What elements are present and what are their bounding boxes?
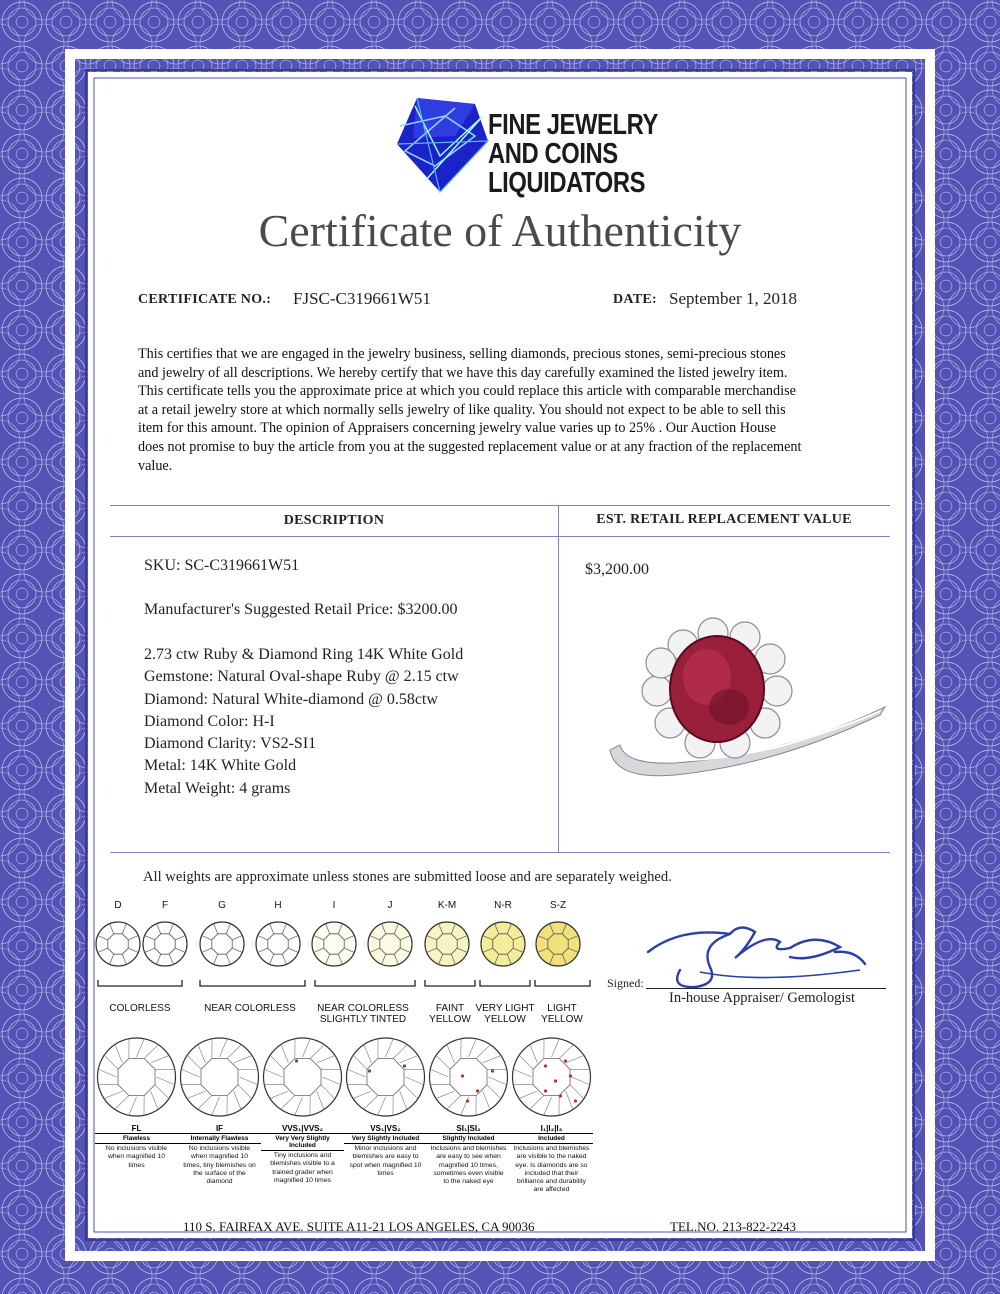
- color-group-bracket: [535, 980, 590, 986]
- clarity-desc-line: when magnified 10: [190, 1153, 249, 1161]
- intro-line: value.: [138, 457, 173, 474]
- date-value: September 1, 2018: [669, 289, 797, 308]
- clarity-name: Included: [510, 1133, 593, 1144]
- footer-phone: TEL.NO. 213-822-2243: [670, 1219, 797, 1234]
- clarity-name: Flawless: [95, 1133, 178, 1144]
- color-grade-label: J: [387, 900, 393, 911]
- clarity-grade: FL: [131, 1124, 142, 1133]
- clarity-desc-line: times: [128, 1161, 145, 1169]
- clarity-desc: [95, 1145, 178, 1170]
- clarity-stone: [347, 1038, 425, 1116]
- color-grade-label: N-R: [494, 900, 512, 911]
- clarity-name: Very Very Slightly Included: [261, 1133, 344, 1151]
- signed-label: Signed:: [607, 976, 644, 990]
- color-grade-label: I: [332, 900, 336, 911]
- clarity-column: [344, 1124, 427, 1178]
- msrp: Manufacturer's Suggested Retail Price: $3200.00: [144, 601, 458, 618]
- color-grade-stone: [425, 922, 469, 966]
- clarity-name: Very Slightly Included: [344, 1133, 427, 1144]
- certificate-no-label: CERTIFICATE NO.:: [138, 292, 272, 307]
- table-divider: [558, 505, 559, 853]
- intro-paragraph: [138, 345, 898, 475]
- sku: SKU: SC-C319661W51: [144, 557, 300, 574]
- clarity-grade: IF: [215, 1124, 224, 1133]
- color-group-bracket: [425, 980, 475, 986]
- color-group-line-2: SLIGHTLY TINTED: [319, 1014, 407, 1025]
- clarity-column: [261, 1124, 344, 1185]
- color-grade-stones: [90, 916, 600, 1016]
- clarity-grade-chart: [95, 1030, 593, 1220]
- clarity-column: [95, 1124, 178, 1170]
- clarity-desc-line: sometimes even visible: [433, 1169, 504, 1177]
- color-group-line-1: LIGHT: [547, 1003, 577, 1014]
- clarity-desc-line: eye. Is diamonds are so: [515, 1161, 588, 1169]
- description-header: DESCRIPTION: [283, 513, 385, 528]
- color-group-line-2: YELLOW: [484, 1014, 526, 1025]
- table-top-line: [110, 505, 890, 506]
- clarity-stone: [98, 1038, 176, 1116]
- color-group-line-2: YELLOW: [541, 1014, 583, 1025]
- clarity-desc-line: blemishes visible to a: [270, 1160, 335, 1168]
- clarity-desc-line: times: [377, 1169, 394, 1177]
- color-grade-stone: [481, 922, 525, 966]
- color-grade-stone: [312, 922, 356, 966]
- clarity-desc: [261, 1152, 344, 1185]
- clarity-desc-line: times, tiny blemishes on: [183, 1161, 256, 1169]
- detail-line: Metal Weight: 4 grams: [144, 779, 291, 797]
- weights-note: All weights are approximate unless stones are submitted loose and are separately weighed.: [143, 869, 672, 885]
- clarity-grade: VVS₁|VVS₂: [281, 1124, 324, 1133]
- clarity-desc-line: brilliance and durability: [516, 1178, 587, 1186]
- color-group-label: [85, 1003, 195, 1014]
- detail-line: Diamond Clarity: VS2-SI1: [144, 735, 317, 753]
- intro-line: does not promise to buy the article from you at the suggested replacement value or at any fraction of the replacement: [138, 438, 802, 455]
- clarity-grade: I₁|I₂|I₃: [540, 1124, 563, 1133]
- clarity-name: Slightly Included: [427, 1133, 510, 1144]
- logo-gem-icon: [395, 96, 490, 194]
- detail-line: Diamond Color: H-I: [144, 712, 275, 730]
- detail-line: Gemstone: Natural Oval-shape Ruby @ 2.15 ctw: [144, 668, 459, 686]
- intro-line: at a retail jewelry store at which normally sells jewelry of like quality. You should not expect to be able to sell this: [138, 401, 786, 418]
- clarity-desc-line: diamond: [206, 1178, 233, 1186]
- clarity-stone: [264, 1038, 342, 1116]
- footer-address: 110 S. FAIRFAX AVE. SUITE A11-21 LOS ANGELES, CA 90036: [183, 1219, 535, 1234]
- clarity-column: [510, 1124, 593, 1195]
- clarity-stones: [95, 1030, 593, 1126]
- intro-line: This certifies that we are engaged in the jewelry business, selling diamonds, precious stones, semi-precious stones: [138, 346, 786, 362]
- color-group-line-1: FAINT: [435, 1003, 465, 1014]
- clarity-desc-line: trained grader when: [272, 1168, 333, 1176]
- clarity-desc: [344, 1145, 427, 1178]
- table-bottom-line: [110, 852, 890, 853]
- certificate-no-value: FJSC-C319661W51: [293, 289, 431, 308]
- clarity-column: [427, 1124, 510, 1186]
- color-grade-label: G: [218, 900, 226, 911]
- color-grade-chart: [90, 896, 600, 1036]
- detail-line: Diamond: Natural White-diamond @ 0.58ctw: [144, 690, 438, 708]
- brand-line-1: FINE JEWELRY: [488, 109, 658, 141]
- color-grade-label: F: [161, 900, 169, 911]
- clarity-desc-line: magnified 10 times: [273, 1176, 332, 1184]
- clarity-desc-line: Inclusions and blemishes: [513, 1145, 590, 1152]
- clarity-desc-line: Tiny inclusions and: [273, 1152, 332, 1159]
- clarity-desc-line: included that their: [524, 1169, 579, 1177]
- color-group-bracket: [200, 980, 305, 986]
- clarity-grade: VS₁|VS₂: [370, 1124, 401, 1133]
- clarity-desc-line: when magnified 10: [107, 1153, 166, 1161]
- color-group-bracket: [315, 980, 415, 986]
- color-group-line-2: YELLOW: [429, 1014, 471, 1025]
- clarity-desc: [510, 1145, 593, 1195]
- clarity-desc-line: are visible to the naked: [516, 1153, 587, 1161]
- brand-line-2: AND COINS: [488, 138, 618, 170]
- color-group-line-1: VERY LIGHT: [475, 1003, 535, 1014]
- color-grade-stone: [96, 922, 140, 966]
- color-grade-label: D: [114, 900, 122, 911]
- intro-line: item for this amount. The opinion of Appraisers concerning jewelry value varies up to 25% . Our Auction House: [138, 420, 777, 437]
- color-grade-stone: [200, 922, 244, 966]
- clarity-desc-line: magnified 10 times,: [439, 1161, 498, 1169]
- color-grade-stone: [256, 922, 300, 966]
- table-header-line: [110, 536, 890, 537]
- clarity-desc-line: Inclusions and blemishes: [430, 1145, 507, 1152]
- date-label: DATE:: [613, 292, 658, 307]
- value-header: EST. RETAIL REPLACEMENT VALUE: [596, 512, 852, 527]
- clarity-desc-line: to the naked eye: [443, 1178, 494, 1186]
- clarity-desc: [178, 1145, 261, 1186]
- intro-line: and jewelry of all descriptions. We hereby certify that we have this day carefully examined the listed jewelry item.: [138, 364, 788, 381]
- detail-line: 2.73 ctw Ruby & Diamond Ring 14K White Gold: [144, 646, 464, 663]
- color-group-bracket: [480, 980, 530, 986]
- clarity-desc-line: are easy to see when: [436, 1153, 501, 1161]
- color-grade-label: K-M: [437, 900, 457, 911]
- appraiser-signature: [640, 912, 875, 992]
- clarity-desc-line: No inclusions visible: [105, 1145, 168, 1152]
- color-group-line-1: NEAR COLORLESS: [317, 1003, 409, 1014]
- clarity-column: [178, 1124, 261, 1186]
- color-grade-stone: [536, 922, 580, 966]
- clarity-desc: [427, 1145, 510, 1186]
- color-grade-label: H: [274, 900, 282, 911]
- color-group-line-1: NEAR COLORLESS: [204, 1003, 296, 1014]
- clarity-grade: SI₁|SI₂: [456, 1124, 481, 1133]
- color-group-bracket: [98, 980, 182, 986]
- color-group-label: [195, 1003, 305, 1014]
- clarity-desc-line: spot when magnified 10: [349, 1161, 422, 1169]
- ruby-ring-image: [605, 615, 890, 785]
- replacement-value: $3,200.00: [585, 561, 649, 578]
- color-grade-label: S-Z: [549, 900, 567, 911]
- clarity-stone: [181, 1038, 259, 1116]
- signature-line: [646, 988, 886, 989]
- clarity-stone: [513, 1038, 591, 1116]
- item-details: [144, 644, 544, 800]
- clarity-desc-line: No inclusions visible: [188, 1145, 251, 1152]
- color-grade-stone: [368, 922, 412, 966]
- brand-line-3: LIQUIDATORS: [488, 167, 646, 199]
- appraiser-title: In-house Appraiser/ Gemologist: [669, 990, 856, 1006]
- page-title: Certificate of Authenticity: [258, 205, 742, 256]
- clarity-desc-line: Minor inclusions and: [354, 1145, 417, 1152]
- color-group-label: [507, 1003, 617, 1025]
- clarity-desc-line: blemishes are easy to: [352, 1153, 419, 1161]
- color-group-line-1: COLORLESS: [109, 1003, 171, 1014]
- intro-line: This certificate tells you the approximate price at which you could replace this article with comparable merchandise: [138, 383, 796, 400]
- clarity-desc-line: are affected: [533, 1186, 570, 1194]
- clarity-desc-line: the surface of the: [193, 1169, 246, 1177]
- clarity-stone: [430, 1038, 508, 1116]
- detail-line: Metal: 14K White Gold: [144, 757, 297, 775]
- color-grade-stone: [143, 922, 187, 966]
- clarity-name: Internally Flawless: [178, 1133, 261, 1144]
